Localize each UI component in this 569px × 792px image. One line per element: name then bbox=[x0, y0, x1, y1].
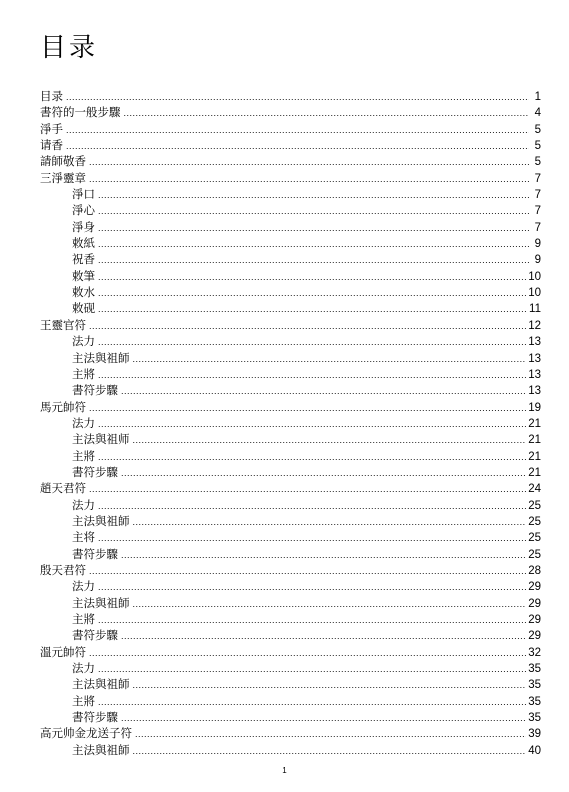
toc-entry-page: 32 bbox=[528, 646, 541, 659]
toc-entry-page: 39 bbox=[528, 728, 541, 741]
dot-leader bbox=[124, 105, 530, 121]
toc-entry-page: 29 bbox=[528, 614, 541, 626]
dot-leader bbox=[89, 563, 526, 579]
toc-entry-label: 主法與祖師 bbox=[72, 595, 130, 610]
toc-entry-page: 21 bbox=[528, 434, 541, 447]
toc-entry-page: 13 bbox=[528, 352, 541, 365]
toc-entry[interactable] bbox=[40, 219, 541, 235]
toc-entry[interactable] bbox=[40, 251, 541, 267]
toc-entry[interactable] bbox=[40, 153, 541, 169]
toc-entry-page: 9 bbox=[534, 238, 541, 251]
toc-entry-label: 主將 bbox=[72, 448, 95, 463]
dot-leader bbox=[89, 400, 526, 416]
toc-entry-label: 淨心 bbox=[72, 203, 95, 218]
toc-entry-label: 趙天君符 bbox=[40, 481, 86, 496]
dot-leader bbox=[133, 677, 527, 693]
toc-entry-label: 書符步驟 bbox=[72, 710, 118, 725]
dot-leader bbox=[133, 743, 527, 759]
toc-entry-page: 10 bbox=[528, 287, 541, 300]
toc-entry-label: 書符步驟 bbox=[72, 628, 118, 643]
toc-entry-label: 法力 bbox=[72, 661, 95, 676]
toc-entry-label: 溫元帥符 bbox=[40, 644, 86, 659]
page-title: 目录 bbox=[40, 33, 99, 63]
toc-entry-label: 三淨靈章 bbox=[40, 170, 86, 185]
toc-entry-page: 7 bbox=[534, 189, 541, 202]
toc-entry[interactable] bbox=[40, 644, 541, 660]
dot-leader bbox=[98, 416, 526, 432]
toc-entry-page: 25 bbox=[528, 548, 541, 561]
toc-entry-label: 淨身 bbox=[72, 219, 95, 234]
toc-entry-page: 21 bbox=[528, 450, 541, 463]
toc-entry-page: 13 bbox=[528, 385, 541, 398]
dot-leader bbox=[98, 301, 527, 317]
toc-entry-page: 24 bbox=[528, 483, 541, 496]
dot-leader bbox=[89, 318, 526, 334]
toc-entry[interactable] bbox=[40, 627, 541, 643]
toc-entry-label: 请香 bbox=[40, 138, 63, 153]
toc-entry-label: 高元帅金龙送子符 bbox=[40, 726, 132, 741]
toc-entry[interactable] bbox=[40, 529, 541, 545]
toc-entry[interactable] bbox=[40, 595, 541, 611]
dot-leader bbox=[98, 612, 526, 628]
toc-entry-page: 13 bbox=[528, 368, 541, 381]
dot-leader bbox=[98, 285, 526, 301]
toc-entry-label: 書符步驟 bbox=[72, 546, 118, 561]
dot-leader bbox=[133, 596, 527, 612]
toc-entry-page: 25 bbox=[528, 499, 541, 512]
toc-entry-page: 25 bbox=[528, 532, 541, 545]
dot-leader bbox=[98, 334, 526, 350]
toc-entry-page: 29 bbox=[528, 630, 541, 643]
toc-entry-label: 主法與祖師 bbox=[72, 742, 130, 757]
toc-entry-page: 9 bbox=[534, 254, 541, 267]
toc-entry[interactable] bbox=[40, 317, 541, 333]
toc-entry[interactable] bbox=[40, 137, 541, 153]
toc-entry[interactable] bbox=[40, 399, 541, 415]
page-number: 1 bbox=[282, 766, 287, 775]
toc-entry-label: 法力 bbox=[72, 415, 95, 430]
toc-entry[interactable] bbox=[40, 742, 541, 758]
toc-entry-page: 21 bbox=[528, 466, 541, 479]
dot-leader bbox=[98, 269, 526, 285]
toc-entry[interactable] bbox=[40, 611, 541, 627]
toc-entry-page: 7 bbox=[534, 172, 541, 185]
toc-entry-label: 敕筆 bbox=[72, 268, 95, 283]
toc-entry-page: 5 bbox=[534, 140, 541, 153]
toc-entry-label: 法力 bbox=[72, 334, 95, 349]
dot-leader bbox=[121, 547, 526, 563]
dot-leader bbox=[98, 367, 526, 383]
dot-leader bbox=[133, 432, 527, 448]
toc-entry-page: 13 bbox=[528, 336, 541, 349]
toc-entry[interactable] bbox=[40, 88, 541, 104]
toc-entry[interactable] bbox=[40, 693, 541, 709]
toc-entry[interactable] bbox=[40, 431, 541, 447]
dot-leader bbox=[121, 465, 526, 481]
toc-entry[interactable] bbox=[40, 464, 541, 480]
dot-leader bbox=[98, 187, 529, 203]
toc-entry[interactable] bbox=[40, 415, 541, 431]
toc-entry-label: 殷天君符 bbox=[40, 562, 86, 577]
toc-entry-label: 主法與祖師 bbox=[72, 350, 130, 365]
dot-leader bbox=[98, 530, 526, 546]
toc-entry[interactable] bbox=[40, 366, 541, 382]
toc-entry-page: 12 bbox=[528, 319, 541, 332]
dot-leader bbox=[66, 89, 529, 105]
toc-entry-label: 敕紙 bbox=[72, 236, 95, 251]
toc-entry[interactable] bbox=[40, 546, 541, 562]
toc-entry-label: 主將 bbox=[72, 366, 95, 381]
dot-leader bbox=[98, 694, 526, 710]
toc-entry-page: 1 bbox=[534, 91, 541, 103]
dot-leader bbox=[98, 661, 526, 677]
toc-entry-page: 40 bbox=[528, 744, 541, 757]
toc-entry-label: 書符的一般步驟 bbox=[40, 105, 121, 120]
dot-leader bbox=[98, 203, 529, 219]
toc-entry-label: 淨口 bbox=[72, 187, 95, 202]
dot-leader bbox=[133, 351, 527, 367]
toc-entry[interactable] bbox=[40, 350, 541, 366]
toc-entry-label: 淨手 bbox=[40, 121, 63, 136]
toc-entry-page: 10 bbox=[528, 270, 541, 283]
toc-entry-page: 29 bbox=[528, 581, 541, 594]
dot-leader bbox=[133, 514, 527, 530]
toc-entry-label: 請師敬香 bbox=[40, 154, 86, 169]
dot-leader bbox=[135, 726, 526, 742]
toc-entry-page: 35 bbox=[528, 712, 541, 725]
toc-entry[interactable] bbox=[40, 121, 541, 137]
toc-entry[interactable] bbox=[40, 202, 541, 218]
toc-entry[interactable] bbox=[40, 562, 541, 578]
dot-leader bbox=[98, 579, 526, 595]
toc-entry[interactable] bbox=[40, 676, 541, 692]
toc-entry-page: 25 bbox=[528, 515, 541, 528]
dot-leader bbox=[89, 171, 529, 187]
dot-leader bbox=[89, 154, 529, 170]
toc-entry[interactable] bbox=[40, 235, 541, 251]
toc-entry-label: 法力 bbox=[72, 579, 95, 594]
toc-entry-label: 主將 bbox=[72, 693, 95, 708]
toc-entry-label: 主法與祖師 bbox=[72, 513, 130, 528]
toc-entry[interactable] bbox=[40, 709, 541, 725]
toc-entry-label: 書符步驟 bbox=[72, 383, 118, 398]
toc-entry-label: 主將 bbox=[72, 612, 95, 626]
dot-leader bbox=[98, 252, 529, 268]
toc-entry-label: 祝香 bbox=[72, 252, 95, 267]
toc-entry[interactable] bbox=[40, 497, 541, 513]
dot-leader bbox=[66, 122, 529, 138]
dot-leader bbox=[98, 498, 526, 514]
dot-leader bbox=[89, 645, 526, 661]
toc-entry-page: 4 bbox=[534, 107, 541, 120]
toc-entry-label: 王靈官符 bbox=[40, 317, 86, 332]
toc-entry[interactable] bbox=[40, 300, 541, 316]
dot-leader bbox=[98, 449, 526, 465]
toc-entry-page: 7 bbox=[534, 205, 541, 218]
toc-entry[interactable] bbox=[40, 725, 541, 741]
toc-entry-label: 法力 bbox=[72, 497, 95, 512]
toc-entry[interactable] bbox=[40, 268, 541, 284]
toc-entry[interactable] bbox=[40, 333, 541, 349]
toc-entry-page: 5 bbox=[534, 156, 541, 169]
toc-entry[interactable] bbox=[40, 513, 541, 529]
toc-entry[interactable] bbox=[40, 170, 541, 186]
toc-entry[interactable] bbox=[40, 448, 541, 464]
toc-entry-page: 28 bbox=[528, 564, 541, 577]
toc-entry-label: 敕水 bbox=[72, 285, 95, 300]
dot-leader bbox=[121, 383, 526, 399]
toc-entry-page: 35 bbox=[528, 695, 541, 708]
toc-entry[interactable] bbox=[40, 284, 541, 300]
dot-leader bbox=[121, 710, 526, 726]
toc-entry-label: 馬元帥符 bbox=[40, 399, 86, 414]
toc-entry-label: 主将 bbox=[72, 530, 95, 545]
toc-entry-label: 主法與祖师 bbox=[72, 432, 130, 447]
dot-leader bbox=[66, 138, 529, 154]
dot-leader bbox=[98, 220, 529, 236]
toc-entry-label: 主法與祖師 bbox=[72, 677, 130, 692]
toc-entry-label: 敕砚 bbox=[72, 301, 95, 316]
toc-entry[interactable] bbox=[40, 480, 541, 496]
toc-entry-label: 書符步驟 bbox=[72, 464, 118, 479]
toc-entry[interactable] bbox=[40, 104, 541, 120]
toc-entry[interactable] bbox=[40, 660, 541, 676]
toc-entry[interactable] bbox=[40, 578, 541, 594]
toc-entry[interactable] bbox=[40, 186, 541, 202]
toc-entry-page: 5 bbox=[534, 123, 541, 136]
toc-entry-page: 35 bbox=[528, 679, 541, 692]
toc-entry[interactable] bbox=[40, 382, 541, 398]
toc-entry-page: 35 bbox=[528, 663, 541, 676]
toc-entry-page: 19 bbox=[528, 401, 541, 414]
dot-leader bbox=[121, 628, 526, 644]
toc-entry-page: 29 bbox=[528, 597, 541, 610]
toc-entry-label: 目录 bbox=[40, 89, 63, 103]
dot-leader bbox=[89, 481, 526, 497]
toc-entry-page: 21 bbox=[528, 417, 541, 430]
toc-entry-page: 7 bbox=[534, 221, 541, 234]
dot-leader bbox=[98, 236, 529, 252]
toc-entry-page: 11 bbox=[529, 303, 541, 316]
table-of-contents bbox=[40, 88, 541, 758]
